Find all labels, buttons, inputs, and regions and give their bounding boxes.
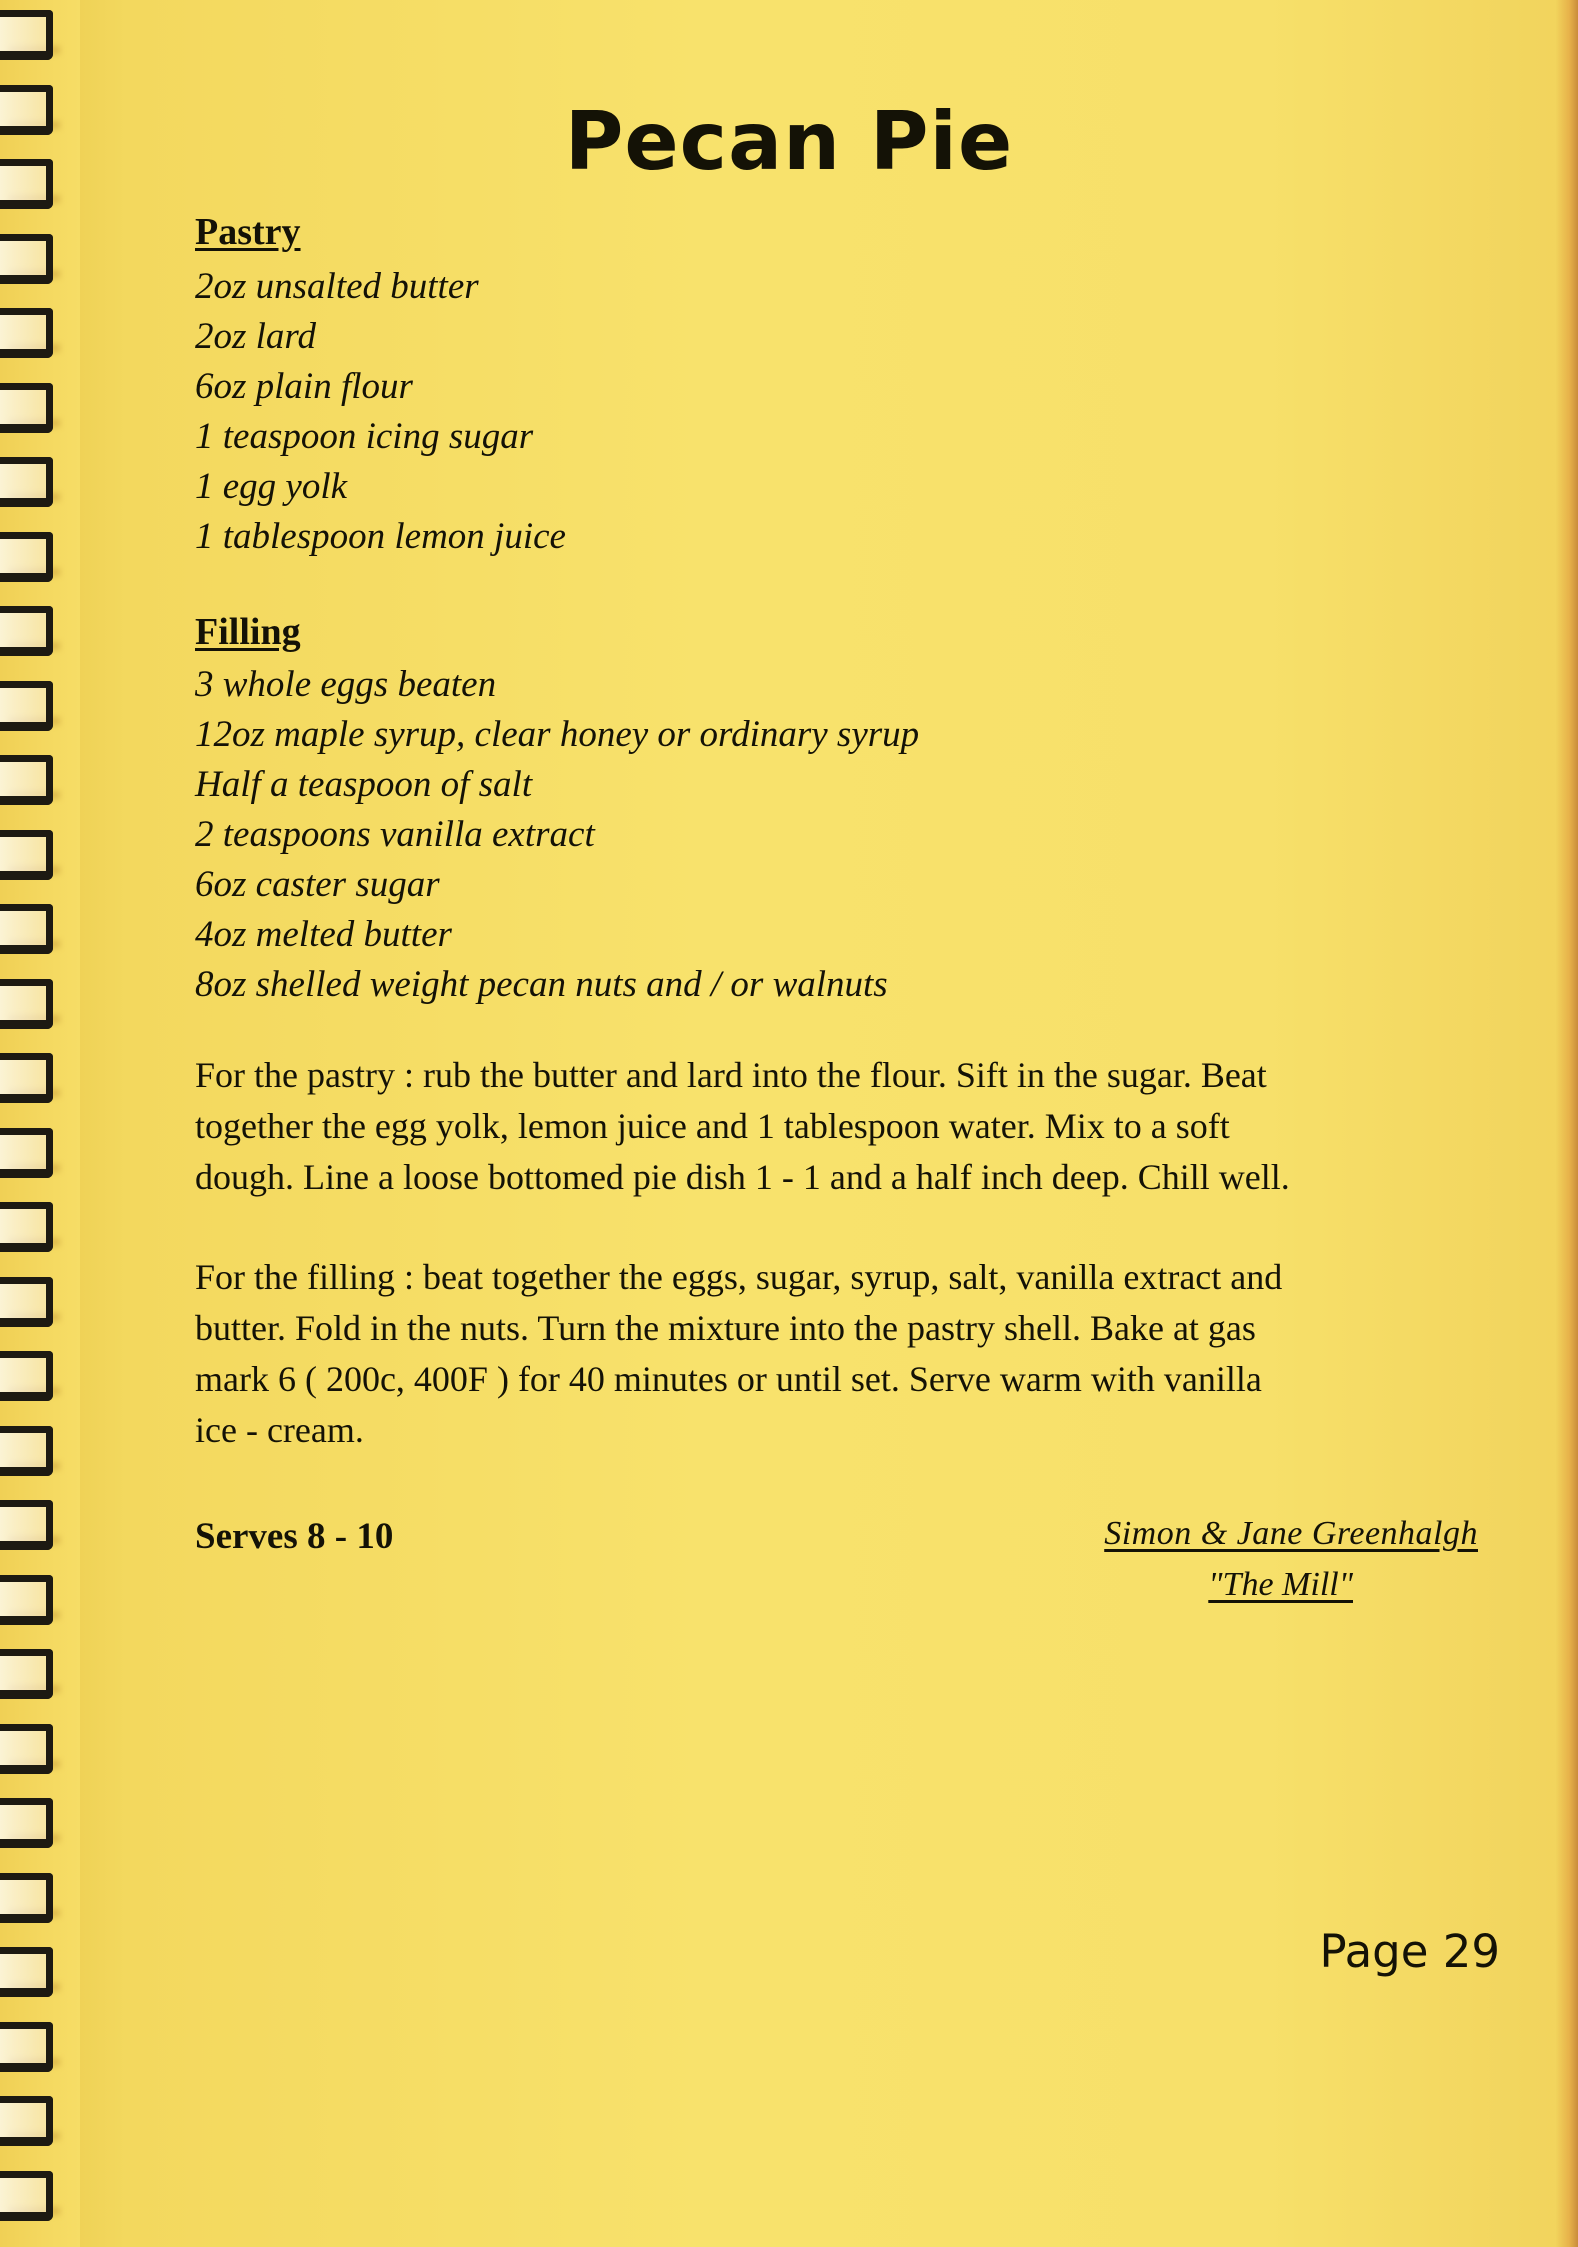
binding-coil — [0, 298, 70, 350]
pastry-ingredient-list — [195, 262, 566, 562]
list-item: 8oz shelled weight pecan nuts and / or walnuts — [195, 964, 888, 1005]
binding-coil — [0, 1043, 70, 1095]
binding-coil — [0, 1118, 70, 1170]
list-item: 2oz lard — [195, 316, 316, 357]
page-number: Page 29 — [1319, 1925, 1500, 1978]
binding-coil — [0, 1267, 70, 1319]
list-item: 2oz unsalted butter — [195, 266, 479, 307]
method-line: dough. Line a loose bottomed pie dish 1 - 1 and a half inch deep. Chill well. — [195, 1157, 1290, 1197]
binding-coil — [0, 1639, 70, 1691]
method-line: together the egg yolk, lemon juice and 1 tablespoon water. Mix to a soft — [195, 1106, 1230, 1146]
filling-ingredient-list — [195, 660, 919, 1010]
method-line: butter. Fold in the nuts. Turn the mixture into the pastry shell. Bake at gas — [195, 1308, 1256, 1348]
list-item: Half a teaspoon of salt — [195, 764, 533, 805]
pastry-method — [195, 1050, 1495, 1203]
binding-coil — [0, 447, 70, 499]
list-item: 1 tablespoon lemon juice — [195, 516, 566, 557]
binding-coil — [0, 2086, 70, 2138]
method-line: ice - cream. — [195, 1410, 364, 1450]
list-item: 1 egg yolk — [195, 466, 348, 507]
spiral-binding — [0, 0, 80, 2247]
filling-method — [195, 1252, 1495, 1456]
serves-count: Serves 8 - 10 — [195, 1516, 394, 1557]
binding-coil — [0, 2012, 70, 2064]
binding-coil — [0, 969, 70, 1021]
list-item: 6oz caster sugar — [195, 864, 440, 905]
list-item: 2 teaspoons vanilla extract — [195, 814, 595, 855]
binding-coil — [0, 1565, 70, 1617]
filling-heading: Filling — [195, 611, 301, 653]
attribution-place: "The Mill" — [1208, 1566, 1353, 1603]
binding-coil — [0, 1192, 70, 1244]
binding-coil — [0, 373, 70, 425]
list-item: 4oz melted butter — [195, 914, 452, 955]
binding-coil — [0, 1416, 70, 1468]
binding-coil — [0, 1937, 70, 1989]
attribution-name: Simon & Jane Greenhalgh — [1104, 1515, 1478, 1552]
method-line: For the pastry : rub the butter and lard into the flour. Sift in the sugar. Beat — [195, 1055, 1267, 1095]
list-item: 3 whole eggs beaten — [195, 664, 497, 705]
binding-coil — [0, 1490, 70, 1542]
binding-coil — [0, 224, 70, 276]
binding-coil — [0, 1714, 70, 1766]
pastry-heading: Pastry — [195, 211, 301, 253]
binding-coil — [0, 1788, 70, 1840]
list-item: 1 teaspoon icing sugar — [195, 416, 534, 457]
method-line: mark 6 ( 200c, 400F ) for 40 minutes or until set. Serve warm with vanilla — [195, 1359, 1262, 1399]
binding-coil — [0, 745, 70, 797]
binding-coil — [0, 522, 70, 574]
binding-coil — [0, 1341, 70, 1393]
binding-coil — [0, 2161, 70, 2213]
page-title: Pecan Pie — [564, 94, 1014, 188]
binding-coil — [0, 0, 70, 52]
binding-coil — [0, 1863, 70, 1915]
list-item: 6oz plain flour — [195, 366, 413, 407]
binding-coil — [0, 820, 70, 872]
method-line: For the filling : beat together the eggs, sugar, syrup, salt, vanilla extract and — [195, 1257, 1283, 1297]
binding-coil — [0, 894, 70, 946]
binding-coil — [0, 596, 70, 648]
binding-coil — [0, 671, 70, 723]
page-edge — [1556, 0, 1578, 2247]
list-item: 12oz maple syrup, clear honey or ordinary syrup — [195, 714, 920, 755]
